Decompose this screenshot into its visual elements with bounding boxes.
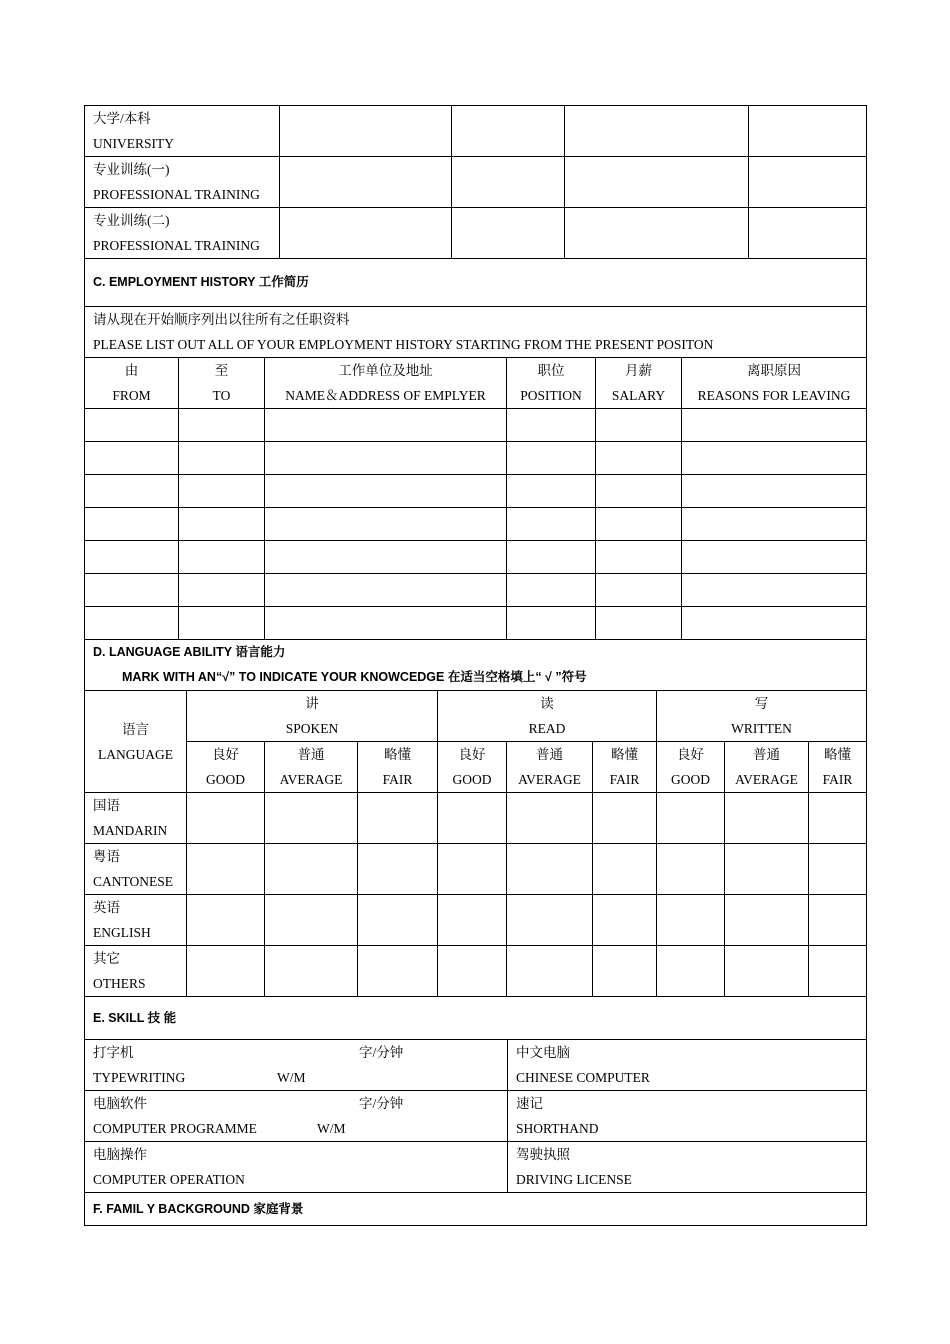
check-cell[interactable]	[187, 946, 265, 997]
level-average: 普通 AVERAGE	[725, 742, 809, 793]
table-row	[85, 508, 867, 541]
language-row-cantonese	[85, 844, 867, 895]
input-cell[interactable]	[85, 508, 179, 541]
section-title-employment: C. EMPLOYMENT HISTORY 工作简历	[85, 259, 867, 307]
input-cell[interactable]	[507, 442, 596, 475]
employment-header-row	[85, 358, 867, 409]
education-label: 专业训练(一) PROFESSIONAL TRAINING	[85, 157, 280, 208]
check-cell[interactable]	[265, 844, 358, 895]
typewriting-field[interactable]: 打字机 字/分钟 TYPEWRITING W/M	[85, 1040, 508, 1091]
table-row	[85, 607, 867, 640]
section-title-family: F. FAMIL Y BACKGROUND 家庭背景	[85, 1193, 867, 1226]
group-header-read: 读 READ	[438, 691, 657, 742]
language-row-others	[85, 946, 867, 997]
check-cell[interactable]	[507, 895, 593, 946]
education-row-training-2	[85, 208, 867, 259]
education-row-training-1	[85, 157, 867, 208]
input-cell[interactable]	[682, 475, 867, 508]
language-row-english	[85, 895, 867, 946]
check-cell[interactable]	[725, 946, 809, 997]
education-label: 大学/本科 UNIVERSITY	[85, 106, 280, 157]
education-label: 专业训练(二) PROFESSIONAL TRAINING	[85, 208, 280, 259]
check-cell[interactable]	[438, 946, 507, 997]
input-cell[interactable]	[596, 442, 682, 475]
input-cell[interactable]	[682, 508, 867, 541]
input-cell[interactable]	[265, 508, 507, 541]
input-cell[interactable]	[265, 607, 507, 640]
language-level-row	[85, 742, 867, 793]
check-cell[interactable]	[187, 895, 265, 946]
check-cell[interactable]	[809, 793, 867, 844]
employment-instruction-row	[85, 307, 867, 358]
input-cell[interactable]	[596, 541, 682, 574]
level-fair: 略懂 FAIR	[809, 742, 867, 793]
input-cell[interactable]	[507, 574, 596, 607]
check-cell[interactable]	[358, 895, 438, 946]
input-cell[interactable]	[452, 208, 565, 259]
input-cell[interactable]	[565, 208, 749, 259]
input-cell[interactable]	[452, 157, 565, 208]
language-row-mandarin	[85, 793, 867, 844]
shorthand-field[interactable]: 速记 SHORTHAND	[508, 1091, 867, 1142]
language-table	[84, 639, 867, 997]
input-cell[interactable]	[596, 409, 682, 442]
input-cell[interactable]	[265, 475, 507, 508]
column-header-position: 职位 POSITION	[507, 358, 596, 409]
check-cell[interactable]	[438, 895, 507, 946]
check-cell[interactable]	[507, 793, 593, 844]
check-cell[interactable]	[657, 895, 725, 946]
chinese-computer-field[interactable]: 中文电脑 CHINESE COMPUTER	[508, 1040, 867, 1091]
input-cell[interactable]	[280, 208, 452, 259]
input-cell[interactable]	[179, 607, 265, 640]
check-cell[interactable]	[657, 844, 725, 895]
level-fair: 略懂 FAIR	[593, 742, 657, 793]
table-row	[85, 541, 867, 574]
level-good: 良好 GOOD	[657, 742, 725, 793]
computer-programme-field[interactable]: 电脑软件 字/分钟 COMPUTER PROGRAMME W/M	[85, 1091, 508, 1142]
language-label: 粤语 CANTONESE	[85, 844, 187, 895]
check-cell[interactable]	[265, 895, 358, 946]
check-cell[interactable]	[809, 946, 867, 997]
group-header-spoken: 讲 SPOKEN	[187, 691, 438, 742]
input-cell[interactable]	[265, 442, 507, 475]
level-good: 良好 GOOD	[187, 742, 265, 793]
input-cell[interactable]	[179, 541, 265, 574]
skill-row-typing[interactable]	[85, 1040, 867, 1091]
input-cell[interactable]	[565, 106, 749, 157]
input-cell[interactable]	[507, 541, 596, 574]
input-cell[interactable]	[265, 541, 507, 574]
check-cell[interactable]	[187, 793, 265, 844]
check-cell[interactable]	[265, 946, 358, 997]
input-cell[interactable]	[85, 574, 179, 607]
column-header-to: 至 TO	[179, 358, 265, 409]
input-cell[interactable]	[507, 508, 596, 541]
skill-title-row	[85, 997, 867, 1040]
computer-operation-field[interactable]: 电脑操作 COMPUTER OPERATION	[85, 1142, 508, 1193]
check-cell[interactable]	[593, 844, 657, 895]
input-cell[interactable]	[265, 409, 507, 442]
employment-title-row	[85, 259, 867, 307]
input-cell[interactable]	[280, 106, 452, 157]
check-cell[interactable]	[593, 895, 657, 946]
input-cell[interactable]	[85, 607, 179, 640]
input-cell[interactable]	[85, 541, 179, 574]
check-cell[interactable]	[725, 895, 809, 946]
check-cell[interactable]	[809, 895, 867, 946]
column-header-salary: 月薪 SALARY	[596, 358, 682, 409]
skill-table	[84, 996, 867, 1226]
check-cell[interactable]	[809, 844, 867, 895]
check-cell[interactable]	[358, 793, 438, 844]
table-row	[85, 475, 867, 508]
input-cell[interactable]	[179, 442, 265, 475]
check-cell[interactable]	[187, 844, 265, 895]
column-header-from: 由 FROM	[85, 358, 179, 409]
table-row	[85, 442, 867, 475]
table-row	[85, 409, 867, 442]
input-cell[interactable]	[682, 442, 867, 475]
check-cell[interactable]	[438, 793, 507, 844]
check-cell[interactable]	[358, 946, 438, 997]
input-cell[interactable]	[565, 157, 749, 208]
section-title-language	[85, 640, 867, 691]
input-cell[interactable]	[179, 409, 265, 442]
language-label: 其它 OTHERS	[85, 946, 187, 997]
column-header-reasons: 离职原因 REASONS FOR LEAVING	[682, 358, 867, 409]
input-cell[interactable]	[749, 106, 867, 157]
input-cell[interactable]	[179, 508, 265, 541]
level-good: 良好 GOOD	[438, 742, 507, 793]
check-cell[interactable]	[593, 793, 657, 844]
check-cell[interactable]	[438, 844, 507, 895]
input-cell[interactable]	[682, 541, 867, 574]
skill-row-operation[interactable]	[85, 1142, 867, 1193]
group-header-written: 写 WRITTEN	[657, 691, 867, 742]
input-cell[interactable]	[749, 157, 867, 208]
input-cell[interactable]	[682, 409, 867, 442]
language-header: 语言 LANGUAGE	[85, 691, 187, 793]
language-label: 英语 ENGLISH	[85, 895, 187, 946]
language-instruction: MARK WITH AN“√” TO INDICATE YOUR KNOWCEDGE 在适当空格填上“ √ ”符号	[122, 670, 587, 684]
input-cell[interactable]	[682, 574, 867, 607]
language-title-row	[85, 640, 867, 691]
education-table	[84, 105, 867, 259]
check-cell[interactable]	[725, 844, 809, 895]
input-cell[interactable]	[85, 409, 179, 442]
input-cell[interactable]	[596, 574, 682, 607]
language-group-row	[85, 691, 867, 742]
education-row-university	[85, 106, 867, 157]
input-cell[interactable]	[179, 574, 265, 607]
language-title: D. LANGUAGE ABILITY 语言能力	[93, 645, 286, 659]
level-average: 普通 AVERAGE	[265, 742, 358, 793]
check-cell[interactable]	[507, 946, 593, 997]
check-cell[interactable]	[725, 793, 809, 844]
input-cell[interactable]	[596, 508, 682, 541]
employment-table	[84, 258, 867, 640]
driving-license-field[interactable]: 驾驶执照 DRIVING LICENSE	[508, 1142, 867, 1193]
input-cell[interactable]	[280, 157, 452, 208]
input-cell[interactable]	[179, 475, 265, 508]
input-cell[interactable]	[507, 409, 596, 442]
family-title-row	[85, 1193, 867, 1226]
table-row	[85, 574, 867, 607]
check-cell[interactable]	[657, 793, 725, 844]
input-cell[interactable]	[265, 574, 507, 607]
input-cell[interactable]	[596, 475, 682, 508]
skill-row-software[interactable]	[85, 1091, 867, 1142]
input-cell[interactable]	[85, 475, 179, 508]
section-title-skill: E. SKILL 技 能	[85, 997, 867, 1040]
check-cell[interactable]	[593, 946, 657, 997]
input-cell[interactable]	[749, 208, 867, 259]
check-cell[interactable]	[657, 946, 725, 997]
check-cell[interactable]	[265, 793, 358, 844]
input-cell[interactable]	[507, 475, 596, 508]
input-cell[interactable]	[452, 106, 565, 157]
level-average: 普通 AVERAGE	[507, 742, 593, 793]
level-fair: 略懂 FAIR	[358, 742, 438, 793]
input-cell[interactable]	[682, 607, 867, 640]
column-header-employer: 工作单位及地址 NAME＆ADDRESS OF EMPLYER	[265, 358, 507, 409]
input-cell[interactable]	[507, 607, 596, 640]
check-cell[interactable]	[507, 844, 593, 895]
input-cell[interactable]	[596, 607, 682, 640]
application-form	[84, 105, 866, 1226]
employment-instruction: 请从现在开始顺序列出以往所有之任职资料 PLEASE LIST OUT ALL OF YOUR EMPLOYMENT HISTORY STARTING FROM THE PRESENT POSITON	[85, 307, 867, 358]
language-label: 国语 MANDARIN	[85, 793, 187, 844]
input-cell[interactable]	[85, 442, 179, 475]
check-cell[interactable]	[358, 844, 438, 895]
